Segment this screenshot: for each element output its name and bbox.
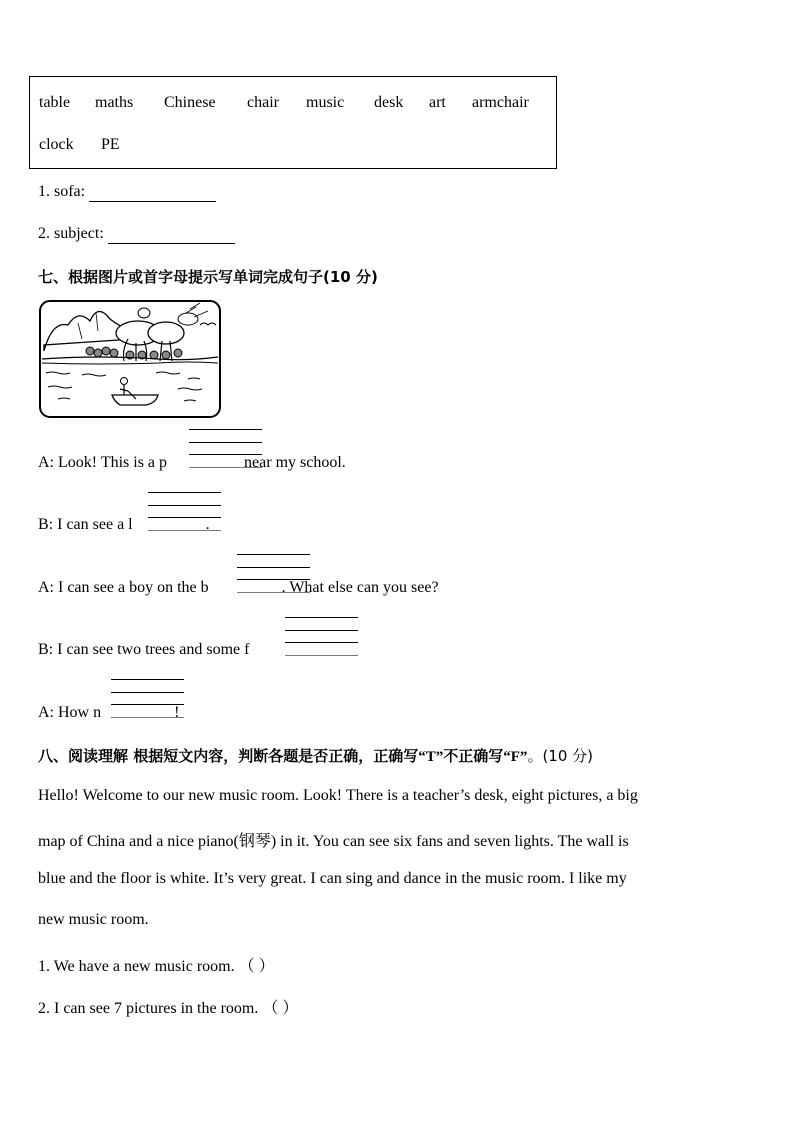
sentence-text: near my school. [240, 454, 346, 471]
passage-line: new music room. [38, 911, 149, 928]
word-bank-item: art [429, 94, 446, 111]
sentence-text: . [205, 516, 210, 533]
f-mark: “F” [503, 749, 528, 765]
answer-bracket[interactable]: （ ） [238, 958, 275, 975]
answer-lines[interactable] [148, 492, 221, 530]
passage-line: Hello! Welcome to our new music room. Look! There is a teacher’s desk, eight pictures, a big [38, 787, 638, 804]
sentence-line [38, 641, 322, 659]
section-heading [38, 266, 378, 287]
answer-lines[interactable] [189, 429, 262, 467]
answer-blank[interactable] [89, 183, 216, 202]
sentence-text: . What else can you see? [281, 579, 439, 596]
word-bank-item: armchair [472, 94, 529, 111]
word-bank-item: music [306, 94, 345, 111]
word-bank-item: chair [247, 94, 279, 111]
word-bank-item: maths [95, 94, 134, 111]
passage-line: map of China and a nice piano(钢琴) in it. You can see six fans and seven lights. The wall is [38, 833, 629, 850]
sentence-text: B: I can see a l [38, 516, 133, 533]
classify-label: 2. subject: [38, 225, 108, 242]
answer-lines[interactable] [237, 554, 310, 592]
section-title-mid: 不正确写 [443, 747, 504, 765]
sentence-text: ! [174, 704, 180, 721]
sentence-text: A: Look! This is a p [38, 454, 168, 471]
question-line [38, 995, 298, 1018]
section-score: 。(10 分) [527, 747, 593, 765]
answer-lines[interactable] [111, 679, 184, 717]
word-bank-item: clock [39, 136, 74, 153]
answer-bracket[interactable]: （ ） [262, 1000, 299, 1017]
word-bank-item: PE [101, 136, 120, 153]
answer-blank[interactable] [108, 225, 235, 244]
t-mark: “T” [418, 749, 444, 765]
question-text: 1. We have a new music room. [38, 958, 235, 975]
park-lake-illustration [38, 299, 222, 419]
section-title: 七、根据图片或首字母提示写单词完成句子 [38, 268, 324, 286]
classify-line [38, 183, 216, 202]
sentence-text: A: How n [38, 704, 102, 721]
section-title: 八、阅读理解 根据短文内容，判断各题是否正确，正确写 [38, 747, 419, 765]
classify-label: 1. sofa: [38, 183, 90, 200]
question-line [38, 953, 275, 976]
section-score: (10 分) [323, 268, 378, 286]
word-bank-item: desk [374, 94, 404, 111]
sentence-text: B: I can see two trees and some f [38, 641, 250, 658]
word-bank-box [29, 76, 557, 169]
word-bank-item: table [39, 94, 71, 111]
word-bank-item: Chinese [164, 94, 216, 111]
question-text: 2. I can see 7 pictures in the room. [38, 1000, 259, 1017]
sentence-text: A: I can see a boy on the b [38, 579, 209, 596]
section-heading [38, 745, 593, 766]
answer-lines[interactable] [285, 617, 358, 655]
classify-line [38, 225, 235, 244]
passage-line: blue and the floor is white. It’s very great. I can sing and dance in the music room. I like my [38, 870, 627, 887]
